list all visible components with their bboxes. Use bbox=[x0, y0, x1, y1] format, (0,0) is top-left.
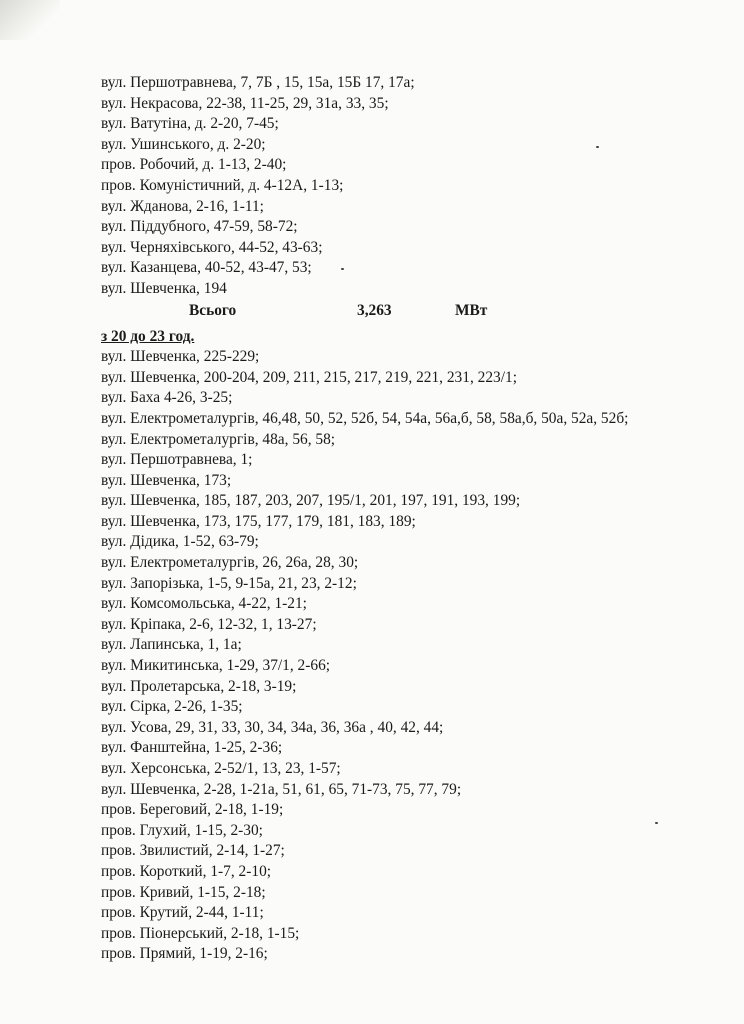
address-line: вул. Піддубного, 47-59, 58-72; bbox=[101, 218, 298, 236]
address-line: вул. Шевченка, 194 bbox=[101, 279, 227, 297]
address-line: вул. Кріпака, 2-6, 12-32, 1, 13-27; bbox=[101, 615, 317, 633]
address-line: вул. Некрасова, 22-38, 11-25, 29, 31а, 33, 35; bbox=[101, 94, 389, 112]
address-line: вул. Шевченка, 173; bbox=[101, 471, 232, 489]
address-line: вул. Шевченка, 173, 175, 177, 179, 181, 183, 189; bbox=[101, 512, 416, 530]
address-line: вул. Микитинська, 1-29, 37/1, 2-66; bbox=[101, 657, 331, 675]
address-line: пров. Робочий, д. 1-13, 2-40; bbox=[101, 156, 287, 174]
document-content bbox=[101, 73, 721, 965]
address-line: пров. Крутий, 2-44, 1-11; bbox=[101, 904, 264, 922]
address-line: вул. Дідика, 1-52, 63-79; bbox=[101, 533, 259, 551]
address-line: вул. Запорізька, 1-5, 9-15а, 21, 23, 2-12; bbox=[101, 574, 357, 592]
address-line: вул. Сірка, 2-26, 1-35; bbox=[101, 698, 243, 716]
total-unit: МВт bbox=[455, 301, 488, 319]
address-line: вул. Ватутіна, д. 2-20, 7-45; bbox=[101, 115, 279, 133]
address-line: вул. Шевченка, 225-229; bbox=[101, 348, 260, 366]
address-line: пров. Звилистий, 2-14, 1-27; bbox=[101, 842, 285, 860]
address-line: вул. Ушинського, д. 2-20; bbox=[101, 135, 266, 153]
address-line: вул. Електрометалургів, 46,48, 50, 52, 52б, 54, 54а, 56а,б, 58, 58а,б, 50а, 52а, 52б; bbox=[101, 409, 629, 427]
address-line: вул. Шевченка, 185, 187, 203, 207, 195/1, 201, 197, 191, 193, 199; bbox=[101, 492, 521, 510]
address-line: вул. Фанштейна, 1-25, 2-36; bbox=[101, 739, 283, 757]
total-value: 3,263 bbox=[357, 301, 392, 319]
address-line: пров. Береговий, 2-18, 1-19; bbox=[101, 801, 284, 819]
address-line: вул. Пролетарська, 2-18, 3-19; bbox=[101, 677, 297, 695]
section-heading: з 20 до 23 год. bbox=[101, 327, 195, 345]
address-line: пров. Комуністичний, д. 4-12А, 1-13; bbox=[101, 176, 344, 194]
total-label: Всього bbox=[189, 301, 237, 319]
address-line: вул. Шевченка, 200-204, 209, 211, 215, 217, 219, 221, 231, 223/1; bbox=[101, 368, 517, 386]
address-list-2 bbox=[101, 347, 721, 965]
address-line: вул. Шевченка, 2-28, 1-21а, 51, 61, 65, 71-73, 75, 77, 79; bbox=[101, 780, 462, 798]
address-line: вул. Комсомольська, 4-22, 1-21; bbox=[101, 595, 307, 613]
address-line: пров. Короткий, 1-7, 2-10; bbox=[101, 862, 272, 880]
address-line: вул. Першотравнева, 1; bbox=[101, 451, 253, 469]
address-line: вул. Казанцева, 40-52, 43-47, 53; bbox=[101, 259, 312, 277]
address-line: вул. Електрометалургів, 26, 26а, 28, 30; bbox=[101, 554, 359, 572]
address-line: вул. Черняхівського, 44-52, 43-63; bbox=[101, 238, 323, 256]
address-line: пров. Кривий, 1-15, 2-18; bbox=[101, 883, 266, 901]
address-line: вул. Електрометалургів, 48а, 56, 58; bbox=[101, 430, 336, 448]
address-line: вул. Лапинська, 1, 1а; bbox=[101, 636, 242, 654]
address-line: пров. Глухий, 1-15, 2-30; bbox=[101, 821, 263, 839]
address-line: вул. Херсонська, 2-52/1, 13, 23, 1-57; bbox=[101, 760, 341, 777]
total-row bbox=[101, 300, 721, 325]
address-line: вул. Першотравнева, 7, 7Б , 15, 15а, 15Б 17, 17а; bbox=[101, 74, 415, 91]
address-list-1 bbox=[101, 73, 721, 300]
address-line: вул. Усова, 29, 31, 33, 30, 34, 34а, 36, 36а , 40, 42, 44; bbox=[101, 718, 444, 736]
address-line: вул. Жданова, 2-16, 1-11; bbox=[101, 197, 264, 215]
address-line: пров. Піонерський, 2-18, 1-15; bbox=[101, 924, 300, 942]
address-line: пров. Прямий, 1-19, 2-16; bbox=[101, 945, 268, 963]
address-line: вул. Баха 4-26, 3-25; bbox=[101, 389, 233, 407]
page-fold-shadow bbox=[0, 0, 60, 40]
